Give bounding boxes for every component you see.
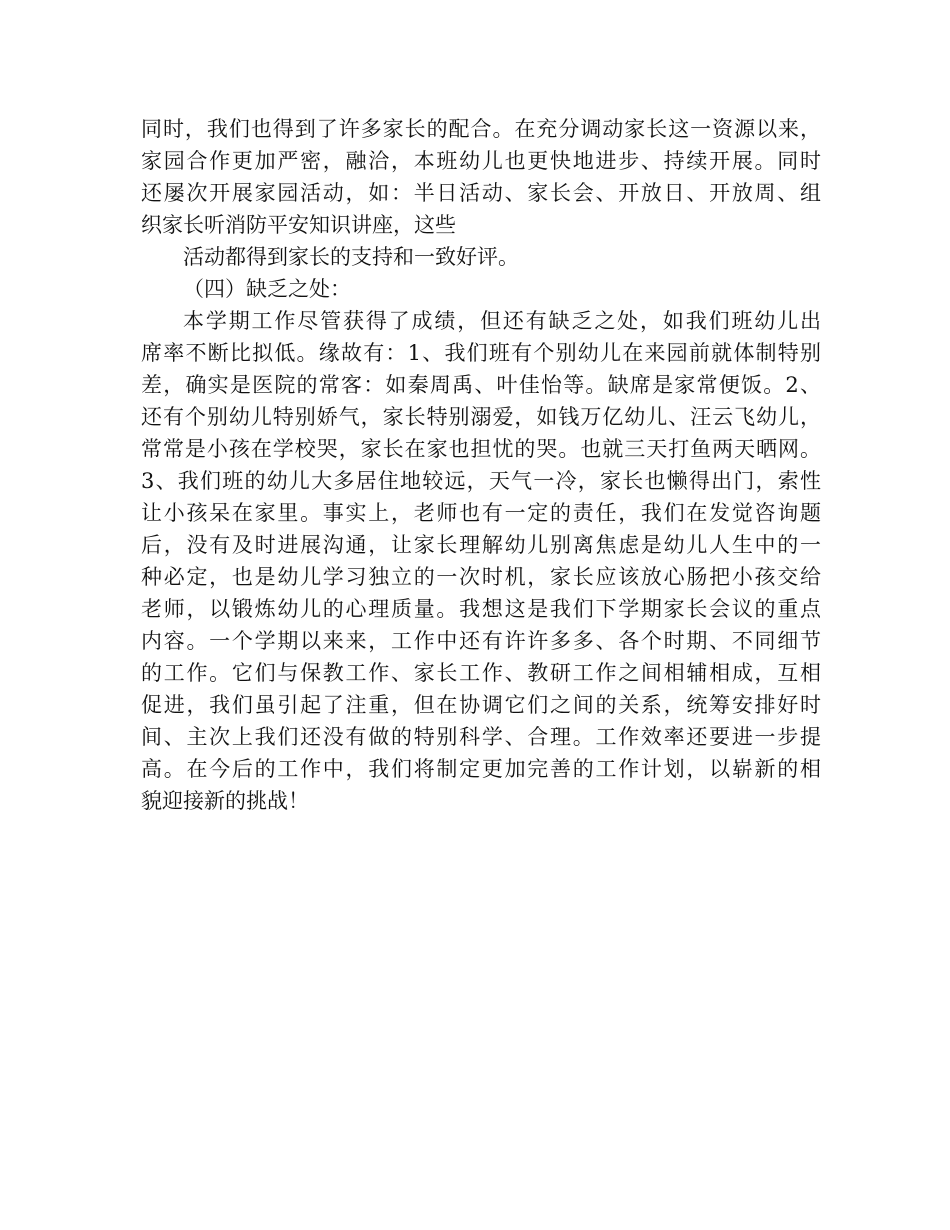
text-line: 3、我们班的幼儿大多居住地较远，天气一冷，家长也懒得出门，索性 [141, 469, 821, 493]
text-line: 貌迎接新的挑战！ [141, 789, 309, 813]
section-heading: （四）缺乏之处： [183, 277, 351, 301]
text-line: 让小孩呆在家里。事实上，老师也有一定的责任，我们在发觉咨询题 [141, 501, 821, 525]
text-line: 织家长听消防平安知识讲座，这些 [141, 213, 456, 237]
text-line: 还屡次开展家园活动，如：半日活动、家长会、开放日、开放周、组 [141, 181, 821, 205]
text-line: 差，确实是医院的常客：如秦周禹、叶佳怡等。缺席是家常便饭。2、 [141, 373, 821, 397]
text-line: 同时，我们也得到了许多家长的配合。在充分调动家长这一资源以来， [141, 117, 821, 141]
text-line: 本学期工作尽管获得了成绩，但还有缺乏之处，如我们班幼儿出 [183, 309, 821, 333]
text-line: 席率不断比拟低。缘故有：1、我们班有个别幼儿在来园前就体制特别 [141, 341, 821, 365]
text-line: 促进，我们虽引起了注重，但在协调它们之间的关系，统筹安排好时 [141, 693, 821, 717]
text-line: 后，没有及时进展沟通，让家长理解幼儿别离焦虑是幼儿人生中的一 [141, 533, 821, 557]
text-line: 高。在今后的工作中，我们将制定更加完善的工作计划，以崭新的相 [141, 757, 821, 781]
text-line: 种必定，也是幼儿学习独立的一次时机，家长应该放心肠把小孩交给 [141, 565, 821, 589]
text-line: 的工作。它们与保教工作、家长工作、教研工作之间相辅相成，互相 [141, 661, 821, 685]
text-line: 内容。一个学期以来来，工作中还有许许多多、各个时期、不同细节 [141, 629, 821, 653]
text-line: 老师，以锻炼幼儿的心理质量。我想这是我们下学期家长会议的重点 [141, 597, 821, 621]
text-line: 常常是小孩在学校哭，家长在家也担忧的哭。也就三天打鱼两天晒网。 [141, 437, 821, 461]
text-line: 活动都得到家长的支持和一致好评。 [183, 245, 519, 269]
text-line: 间、主次上我们还没有做的特别科学、合理。工作效率还要进一步提 [141, 725, 821, 749]
document-body [141, 113, 821, 817]
text-line: 还有个别幼儿特别娇气，家长特别溺爱，如钱万亿幼儿、汪云飞幼儿， [141, 405, 821, 429]
text-line: 家园合作更加严密，融洽，本班幼儿也更快地进步、持续开展。同时 [141, 149, 821, 173]
